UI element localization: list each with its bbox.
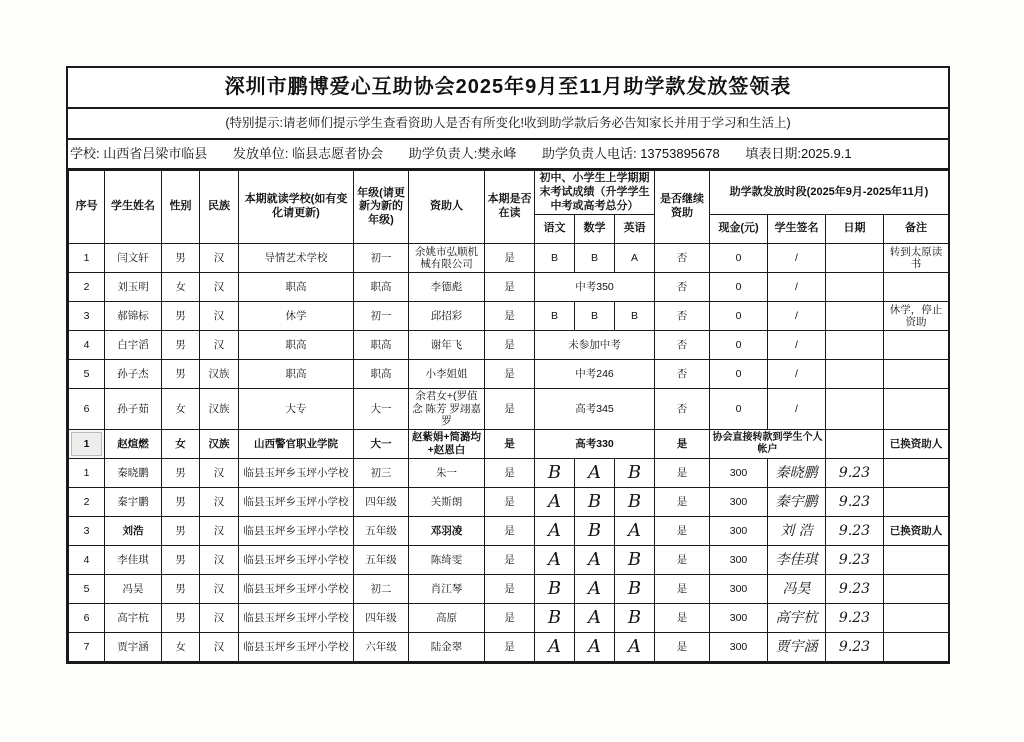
cell-sponsor: 邱招彩 bbox=[409, 302, 485, 331]
cell-cash: 0 bbox=[710, 389, 768, 430]
cell-date bbox=[826, 389, 884, 430]
cell-enrolled: 是 bbox=[485, 302, 535, 331]
cell-name: 秦晓鹏 bbox=[105, 459, 162, 488]
cell-date: 9.23 bbox=[826, 604, 884, 633]
table-body bbox=[69, 244, 949, 662]
header-current-school: 本期就读学校(如有变化请更新) bbox=[239, 171, 354, 244]
cell-math: A bbox=[575, 459, 615, 488]
cell-sign: / bbox=[768, 244, 826, 273]
cell-remark bbox=[884, 459, 949, 488]
table-row bbox=[69, 575, 949, 604]
header-student-name: 学生姓名 bbox=[105, 171, 162, 244]
cell-school: 临县玉坪乡玉坪小学校 bbox=[239, 546, 354, 575]
cell-school: 临县玉坪乡玉坪小学校 bbox=[239, 633, 354, 662]
cell-cash: 300 bbox=[710, 488, 768, 517]
cell-continue: 否 bbox=[655, 360, 710, 389]
cell-chinese: B bbox=[535, 604, 575, 633]
cell-continue: 是 bbox=[655, 488, 710, 517]
cell-grade: 初三 bbox=[354, 459, 409, 488]
cell-enrolled: 是 bbox=[485, 575, 535, 604]
cell-cash: 300 bbox=[710, 604, 768, 633]
cell-sign: 秦宇鹏 bbox=[768, 488, 826, 517]
info-line bbox=[68, 140, 948, 170]
cell-sponsor: 小李姐姐 bbox=[409, 360, 485, 389]
cell-sponsor: 朱一 bbox=[409, 459, 485, 488]
cell-continue: 是 bbox=[655, 546, 710, 575]
cell-sign: 贾宇涵 bbox=[768, 633, 826, 662]
cell-grade: 初二 bbox=[354, 575, 409, 604]
cell-enrolled: 是 bbox=[485, 546, 535, 575]
cell-sign: / bbox=[768, 302, 826, 331]
cell-remark bbox=[884, 575, 949, 604]
header-math: 数学 bbox=[575, 215, 615, 244]
cell-english: B bbox=[615, 302, 655, 331]
cell-seq: 7 bbox=[69, 633, 105, 662]
cell-math: B bbox=[575, 488, 615, 517]
cell-english: A bbox=[615, 633, 655, 662]
cell-ethnic: 汉 bbox=[200, 273, 239, 302]
cell-name: 赵煊燃 bbox=[105, 430, 162, 459]
cell-sponsor: 余君女+(罗值念 陈芳 罗翊嘉 罗 bbox=[409, 389, 485, 430]
cell-continue: 否 bbox=[655, 389, 710, 430]
cell-chinese: 中考246 bbox=[535, 360, 655, 389]
cell-name: 冯昊 bbox=[105, 575, 162, 604]
cell-sponsor: 高原 bbox=[409, 604, 485, 633]
header-sponsor: 资助人 bbox=[409, 171, 485, 244]
cell-name: 贾宇涵 bbox=[105, 633, 162, 662]
cell-seq: 4 bbox=[69, 546, 105, 575]
cell-name: 李佳琪 bbox=[105, 546, 162, 575]
table-row bbox=[69, 633, 949, 662]
cell-grade: 五年级 bbox=[354, 546, 409, 575]
cell-date bbox=[826, 430, 884, 459]
cell-remark: 休学，停止资助 bbox=[884, 302, 949, 331]
header-date: 日期 bbox=[826, 215, 884, 244]
info-issuing-unit: 发放单位: 临县志愿者协会 bbox=[232, 146, 384, 161]
cell-seq: 2 bbox=[69, 273, 105, 302]
cell-cash: 300 bbox=[710, 459, 768, 488]
cell-math: A bbox=[575, 604, 615, 633]
cell-continue: 是 bbox=[655, 575, 710, 604]
cell-math: B bbox=[575, 244, 615, 273]
cell-sponsor: 陆金翠 bbox=[409, 633, 485, 662]
header-gender: 性别 bbox=[162, 171, 200, 244]
cell-chinese: B bbox=[535, 244, 575, 273]
table-row bbox=[69, 302, 949, 331]
cell-cash: 0 bbox=[710, 302, 768, 331]
cell-seq: 1 bbox=[69, 430, 105, 459]
cell-sponsor: 赵紫娟+简潞均+赵恩白 bbox=[409, 430, 485, 459]
cell-seq: 6 bbox=[69, 604, 105, 633]
cell-continue: 是 bbox=[655, 459, 710, 488]
cell-english: B bbox=[615, 488, 655, 517]
header-grade: 年级(请更新为新的年级) bbox=[354, 171, 409, 244]
table-row bbox=[69, 488, 949, 517]
cell-seq: 3 bbox=[69, 517, 105, 546]
cell-enrolled: 是 bbox=[485, 633, 535, 662]
cell-date: 9.23 bbox=[826, 633, 884, 662]
cell-gender: 男 bbox=[162, 488, 200, 517]
cell-name: 孙子茹 bbox=[105, 389, 162, 430]
cell-ethnic: 汉族 bbox=[200, 389, 239, 430]
cell-enrolled: 是 bbox=[485, 430, 535, 459]
cell-name: 闫文轩 bbox=[105, 244, 162, 273]
cell-cash: 0 bbox=[710, 360, 768, 389]
cell-gender: 男 bbox=[162, 604, 200, 633]
cell-english: A bbox=[615, 517, 655, 546]
table-row bbox=[69, 546, 949, 575]
cell-gender: 女 bbox=[162, 273, 200, 302]
cell-sign: / bbox=[768, 331, 826, 360]
cell-date bbox=[826, 360, 884, 389]
cell-sign: / bbox=[768, 389, 826, 430]
cell-seq: 5 bbox=[69, 575, 105, 604]
cell-enrolled: 是 bbox=[485, 488, 535, 517]
cell-continue: 是 bbox=[655, 517, 710, 546]
cell-chinese: A bbox=[535, 488, 575, 517]
header-disbursement-period-group: 助学款发放时段(2025年9月-2025年11月) bbox=[710, 171, 949, 215]
cell-sponsor: 邓羽凌 bbox=[409, 517, 485, 546]
header-remark: 备注 bbox=[884, 215, 949, 244]
cell-continue: 否 bbox=[655, 244, 710, 273]
cell-name: 白宇滔 bbox=[105, 331, 162, 360]
cell-name: 郝锦标 bbox=[105, 302, 162, 331]
table-row bbox=[69, 430, 949, 459]
cell-sponsor: 谢年飞 bbox=[409, 331, 485, 360]
cell-math: B bbox=[575, 302, 615, 331]
cell-english: A bbox=[615, 244, 655, 273]
cell-sponsor: 关斯朗 bbox=[409, 488, 485, 517]
cell-gender: 男 bbox=[162, 302, 200, 331]
cell-date bbox=[826, 273, 884, 302]
table-row bbox=[69, 459, 949, 488]
cell-enrolled: 是 bbox=[485, 331, 535, 360]
cell-chinese: 高考330 bbox=[535, 430, 655, 459]
cell-enrolled: 是 bbox=[485, 459, 535, 488]
cell-seq: 6 bbox=[69, 389, 105, 430]
cell-sign: / bbox=[768, 273, 826, 302]
cell-chinese: A bbox=[535, 546, 575, 575]
cell-remark bbox=[884, 273, 949, 302]
cell-sign: 李佳琪 bbox=[768, 546, 826, 575]
cell-ethnic: 汉 bbox=[200, 488, 239, 517]
signing-sheet bbox=[66, 66, 950, 664]
table-row bbox=[69, 389, 949, 430]
cell-chinese: A bbox=[535, 633, 575, 662]
table-row bbox=[69, 360, 949, 389]
cell-date: 9.23 bbox=[826, 517, 884, 546]
cell-enrolled: 是 bbox=[485, 273, 535, 302]
cell-date bbox=[826, 302, 884, 331]
cell-ethnic: 汉 bbox=[200, 633, 239, 662]
cell-sponsor: 肖江琴 bbox=[409, 575, 485, 604]
cell-grade: 四年级 bbox=[354, 604, 409, 633]
cell-chinese: 中考350 bbox=[535, 273, 655, 302]
cell-continue: 是 bbox=[655, 604, 710, 633]
table-row bbox=[69, 244, 949, 273]
cell-school: 临县玉坪乡玉坪小学校 bbox=[239, 459, 354, 488]
cell-school: 休学 bbox=[239, 302, 354, 331]
cell-chinese: B bbox=[535, 459, 575, 488]
cell-grade: 职高 bbox=[354, 360, 409, 389]
cell-gender: 男 bbox=[162, 575, 200, 604]
cell-english: B bbox=[615, 459, 655, 488]
document-title: 深圳市鹏博爱心互助协会2025年9月至11月助学款发放签领表 bbox=[68, 68, 948, 109]
cell-continue: 否 bbox=[655, 273, 710, 302]
cell-grade: 初一 bbox=[354, 244, 409, 273]
cell-school: 临县玉坪乡玉坪小学校 bbox=[239, 604, 354, 633]
cell-continue: 否 bbox=[655, 302, 710, 331]
aid-disbursement-table bbox=[68, 170, 949, 662]
header-chinese: 语文 bbox=[535, 215, 575, 244]
cell-english: B bbox=[615, 546, 655, 575]
cell-school: 职高 bbox=[239, 273, 354, 302]
cell-sign: / bbox=[768, 360, 826, 389]
cell-school: 职高 bbox=[239, 360, 354, 389]
cell-grade: 五年级 bbox=[354, 517, 409, 546]
cell-grade: 初一 bbox=[354, 302, 409, 331]
cell-name: 高宇杭 bbox=[105, 604, 162, 633]
cell-name: 刘浩 bbox=[105, 517, 162, 546]
cell-grade: 职高 bbox=[354, 331, 409, 360]
cell-chinese: B bbox=[535, 575, 575, 604]
cell-gender: 男 bbox=[162, 244, 200, 273]
cell-ethnic: 汉 bbox=[200, 459, 239, 488]
cell-date: 9.23 bbox=[826, 488, 884, 517]
cell-math: B bbox=[575, 517, 615, 546]
cell-chinese: 高考345 bbox=[535, 389, 655, 430]
info-aid-manager: 助学负责人:樊永峰 bbox=[408, 146, 517, 161]
cell-sign: 秦晓鹏 bbox=[768, 459, 826, 488]
cell-gender: 男 bbox=[162, 331, 200, 360]
cell-date: 9.23 bbox=[826, 546, 884, 575]
cell-english: B bbox=[615, 575, 655, 604]
cell-sign: 高宇杭 bbox=[768, 604, 826, 633]
cell-gender: 男 bbox=[162, 459, 200, 488]
cell-gender: 男 bbox=[162, 546, 200, 575]
cell-remark: 已换资助人 bbox=[884, 517, 949, 546]
cell-math: A bbox=[575, 575, 615, 604]
cell-cash: 协会直接转款到学生个人帐户 bbox=[710, 430, 826, 459]
cell-continue: 否 bbox=[655, 331, 710, 360]
cell-sign: 冯昊 bbox=[768, 575, 826, 604]
cell-ethnic: 汉族 bbox=[200, 360, 239, 389]
cell-grade: 职高 bbox=[354, 273, 409, 302]
cell-seq: 5 bbox=[69, 360, 105, 389]
info-manager-phone: 助学负责人电话: 13753895678 bbox=[541, 146, 720, 161]
cell-remark: 已换资助人 bbox=[884, 430, 949, 459]
cell-grade: 六年级 bbox=[354, 633, 409, 662]
cell-cash: 300 bbox=[710, 546, 768, 575]
cell-grade: 大一 bbox=[354, 430, 409, 459]
cell-sponsor: 陈绮雯 bbox=[409, 546, 485, 575]
header-english: 英语 bbox=[615, 215, 655, 244]
cell-enrolled: 是 bbox=[485, 517, 535, 546]
cell-school: 职高 bbox=[239, 331, 354, 360]
cell-remark bbox=[884, 604, 949, 633]
table-row bbox=[69, 604, 949, 633]
table-row bbox=[69, 273, 949, 302]
cell-ethnic: 汉族 bbox=[200, 430, 239, 459]
cell-ethnic: 汉 bbox=[200, 517, 239, 546]
header-student-signature: 学生签名 bbox=[768, 215, 826, 244]
header-cash: 现金(元) bbox=[710, 215, 768, 244]
cell-ethnic: 汉 bbox=[200, 331, 239, 360]
cell-seq: 3 bbox=[69, 302, 105, 331]
cell-sponsor: 李德彪 bbox=[409, 273, 485, 302]
cell-sign: 刘 浩 bbox=[768, 517, 826, 546]
cell-remark bbox=[884, 331, 949, 360]
cell-school: 大专 bbox=[239, 389, 354, 430]
cell-name: 孙子杰 bbox=[105, 360, 162, 389]
cell-grade: 四年级 bbox=[354, 488, 409, 517]
cell-date bbox=[826, 244, 884, 273]
cell-ethnic: 汉 bbox=[200, 244, 239, 273]
cell-english: B bbox=[615, 604, 655, 633]
cell-seq: 4 bbox=[69, 331, 105, 360]
cell-gender: 女 bbox=[162, 430, 200, 459]
cell-school: 山西警官职业学院 bbox=[239, 430, 354, 459]
cell-gender: 男 bbox=[162, 360, 200, 389]
cell-ethnic: 汉 bbox=[200, 302, 239, 331]
cell-date: 9.23 bbox=[826, 575, 884, 604]
special-notice: (特别提示:请老师们提示学生查看资助人是否有所变化!收到助学款后务必告知家长并用于学习和生活上) bbox=[68, 109, 948, 140]
header-enrolled: 本期是否在读 bbox=[485, 171, 535, 244]
header-continue-aid: 是否继续资助 bbox=[655, 171, 710, 244]
cell-remark bbox=[884, 546, 949, 575]
cell-enrolled: 是 bbox=[485, 360, 535, 389]
table-row bbox=[69, 331, 949, 360]
cell-date: 9.23 bbox=[826, 459, 884, 488]
info-school: 学校: 山西省吕梁市临县 bbox=[70, 146, 208, 161]
cell-chinese: B bbox=[535, 302, 575, 331]
cell-school: 导情艺术学校 bbox=[239, 244, 354, 273]
cell-enrolled: 是 bbox=[485, 604, 535, 633]
cell-remark bbox=[884, 488, 949, 517]
cell-gender: 女 bbox=[162, 633, 200, 662]
cell-continue: 是 bbox=[655, 633, 710, 662]
cell-seq: 1 bbox=[69, 459, 105, 488]
header-ethnicity: 民族 bbox=[200, 171, 239, 244]
header-exam-scores-group: 初中、小学生上学期期末考试成绩（升学学生中考或高考总分） bbox=[535, 171, 655, 215]
table-row bbox=[69, 517, 949, 546]
cell-cash: 0 bbox=[710, 244, 768, 273]
info-fill-date: 填表日期:2025.9.1 bbox=[745, 146, 852, 161]
cell-sponsor: 余姚市弘顺机械有限公司 bbox=[409, 244, 485, 273]
cell-gender: 男 bbox=[162, 517, 200, 546]
cell-cash: 0 bbox=[710, 331, 768, 360]
cell-cash: 300 bbox=[710, 517, 768, 546]
cell-remark bbox=[884, 360, 949, 389]
cell-school: 临县玉坪乡玉坪小学校 bbox=[239, 517, 354, 546]
cell-remark: 转到太原读书 bbox=[884, 244, 949, 273]
cell-name: 秦宇鹏 bbox=[105, 488, 162, 517]
table-header bbox=[69, 171, 949, 244]
cell-continue: 是 bbox=[655, 430, 710, 459]
cell-seq: 2 bbox=[69, 488, 105, 517]
cell-math: A bbox=[575, 546, 615, 575]
cell-seq: 1 bbox=[69, 244, 105, 273]
cell-ethnic: 汉 bbox=[200, 546, 239, 575]
cell-name: 刘玉明 bbox=[105, 273, 162, 302]
cell-remark bbox=[884, 389, 949, 430]
cell-math: A bbox=[575, 633, 615, 662]
cell-gender: 女 bbox=[162, 389, 200, 430]
cell-cash: 300 bbox=[710, 575, 768, 604]
cell-grade: 大一 bbox=[354, 389, 409, 430]
cell-enrolled: 是 bbox=[485, 389, 535, 430]
cell-remark bbox=[884, 633, 949, 662]
cell-ethnic: 汉 bbox=[200, 575, 239, 604]
cell-cash: 0 bbox=[710, 273, 768, 302]
cell-date bbox=[826, 331, 884, 360]
cell-enrolled: 是 bbox=[485, 244, 535, 273]
cell-ethnic: 汉 bbox=[200, 604, 239, 633]
cell-school: 临县玉坪乡玉坪小学校 bbox=[239, 575, 354, 604]
cell-chinese: 未参加中考 bbox=[535, 331, 655, 360]
cell-cash: 300 bbox=[710, 633, 768, 662]
cell-chinese: A bbox=[535, 517, 575, 546]
cell-school: 临县玉坪乡玉坪小学校 bbox=[239, 488, 354, 517]
header-seq: 序号 bbox=[69, 171, 105, 244]
